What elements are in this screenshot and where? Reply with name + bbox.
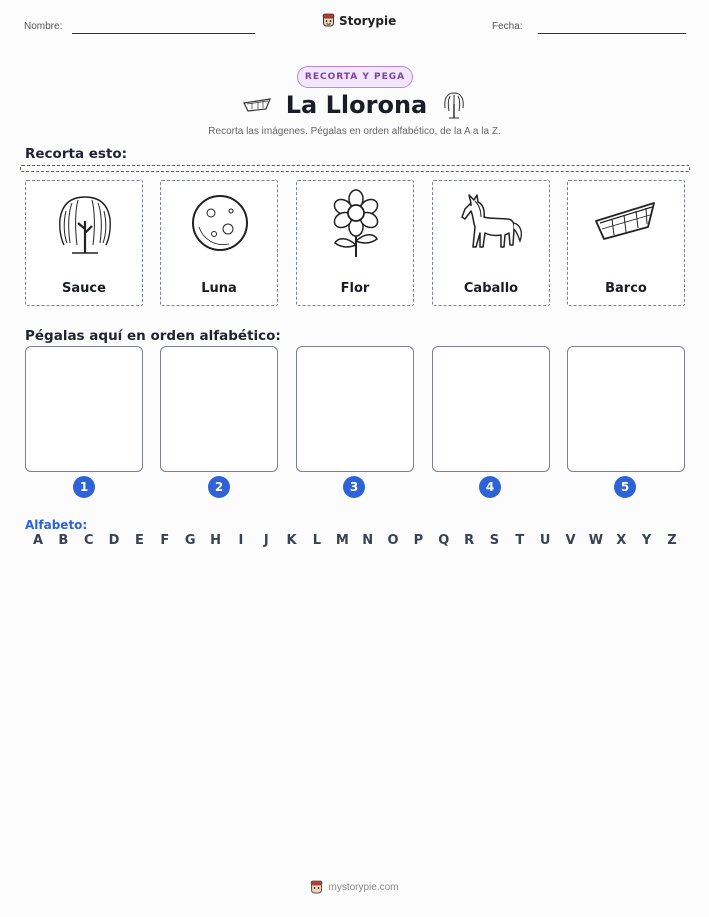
card-label: Flor [340,281,370,296]
willow-tree-icon [50,189,120,259]
alphabet-letter: R [464,533,475,548]
page-title: La Llorona [285,91,428,119]
flower-icon [321,189,391,259]
alphabet-letter: H [210,533,221,548]
alphabet-heading: Alfabeto: [25,518,88,532]
cut-card-caballo[interactable] [432,180,550,306]
alphabet-letter: G [184,533,196,548]
alphabet-letter: O [387,533,399,548]
paste-heading: Pégalas aquí en orden alfabético: [25,328,281,344]
alphabet-letter: Y [641,533,652,548]
alphabet-letter: B [58,533,69,548]
slot-number: 3 [343,476,365,498]
slot-number: 1 [73,476,95,498]
alphabet-letter: U [539,533,551,548]
alphabet-letter: D [108,533,120,548]
cut-card-sauce[interactable] [25,180,143,306]
brand-name: Storypie [339,13,397,28]
paste-box-1[interactable] [25,346,143,472]
alphabet-letter: A [32,533,44,548]
alphabet-letter: F [160,533,170,548]
alphabet-letter: E [134,533,144,548]
cut-heading: Recorta esto: [25,146,128,162]
storypie-mascot-icon [310,880,323,895]
alphabet-letter: W [588,533,604,548]
cut-card-luna[interactable] [160,180,278,306]
card-label: Sauce [62,281,106,296]
alphabet-letter: Z [667,533,677,548]
alphabet-letter: I [238,533,244,548]
alphabet-letter: K [286,533,297,548]
alphabet-letter: P [413,533,424,548]
paste-box-2[interactable] [160,346,278,472]
cut-dashed-line [20,165,690,172]
alphabet-letter: C [83,533,94,548]
storypie-mascot-icon [322,13,335,28]
card-label: Caballo [463,281,519,296]
alphabet-letter: J [263,533,269,548]
alphabet-letter: X [616,533,627,548]
cut-card-flor[interactable] [296,180,414,306]
slot-number: 2 [208,476,230,498]
activity-badge: RECORTA Y PEGA [297,66,413,88]
instructions: Recorta las imágenes. Pégalas en orden alfabético, de la A a la Z. [208,126,501,137]
alphabet-letter: V [565,533,576,548]
card-label: Luna [201,281,237,296]
boat-icon [592,189,662,259]
storypie-logo [322,13,396,28]
horse-icon [457,189,527,259]
title-row [0,90,709,120]
date-label: Fecha: [492,21,523,32]
slot-number: 4 [479,476,501,498]
name-line [72,33,255,34]
name-label: Nombre: [24,21,63,32]
cut-card-barco[interactable] [567,180,685,306]
card-label: Barco [605,281,647,296]
alphabet-letter: N [362,533,374,548]
paste-box-4[interactable] [432,346,550,472]
alphabet-letter: M [335,533,349,548]
footer-url: mystorypie.com [328,882,399,893]
alphabet-letter: Q [438,533,450,548]
boat-icon [242,96,272,114]
moon-icon [185,189,255,259]
date-line [538,33,686,34]
paste-box-5[interactable] [567,346,685,472]
willow-tree-icon [441,90,467,120]
paste-box-3[interactable] [296,346,414,472]
alphabet-letter: T [515,533,525,548]
alphabet-letter: S [489,533,500,548]
slot-number: 5 [614,476,636,498]
footer [0,880,709,895]
alphabet-letter: L [312,533,322,548]
